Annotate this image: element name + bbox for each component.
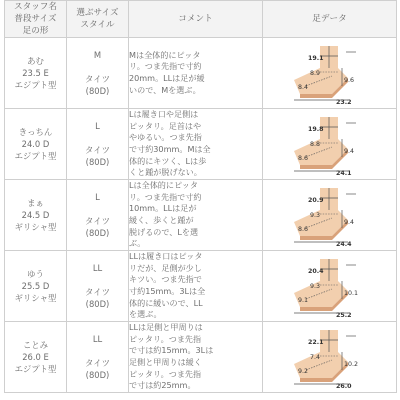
comment-line: で寸は約25mm。 [129,380,196,391]
width-value: 9.6 [343,77,354,84]
foot-data-cell [263,180,397,251]
table-row [5,180,397,251]
table-row [5,38,397,109]
comment-line: キツい。つま先指で [129,274,202,285]
width-value: 9.4 [343,219,354,226]
style-line: タイツ [85,74,110,84]
table-header-row [5,1,397,38]
table-row [5,109,397,180]
comment-line: 寸約15mm。3Lは全 [129,286,206,296]
foot-diagram [280,42,380,104]
staff-line: エジプト型 [14,364,57,374]
header-staff [5,1,67,38]
staff-cell [5,109,67,180]
header-size-line: 選ぶサイズ [76,8,119,18]
header-staff-line: スタッフ名 [14,2,57,12]
style-line: タイツ [85,358,110,368]
comment-line: Lは全体的にピッタ [129,180,198,191]
comment-line: ピッタリ。つま先指 [129,333,202,344]
foot-diagram [280,255,380,317]
ankle-value: 22.1 [307,339,324,346]
header-comment: コメント [129,1,263,38]
foot-diagram [280,326,380,388]
ankle-value: 20.4 [307,268,324,275]
instep-value: 8.6 [297,155,308,162]
ankle-value: 19.8 [307,126,324,133]
comment-line: 体的にキツく、Lは歩 [129,155,207,166]
comment-cell [129,322,263,393]
length-value: 23.2 [335,99,352,104]
instep-value: 8.6 [297,226,308,233]
size-cell [67,109,129,180]
staff-line: 24.5 D [21,210,50,220]
foot-data-cell [263,38,397,109]
staff-cell [5,251,67,322]
header-staff-line: 普段サイズ [14,14,57,24]
staff-line: 25.5 D [21,281,50,291]
style-line: (80D) [85,370,110,380]
comment-cell [129,251,263,322]
foot-data-cell [263,251,397,322]
staff-line: ギリシャ型 [14,293,57,303]
size-value: L [95,121,100,131]
instep-value: 9.2 [297,368,308,375]
comment-line: Lは履き口や足側は [129,109,199,120]
header-size-line: スタイル [80,20,115,30]
comment-line: ぶ。 [129,238,146,249]
style-line: タイツ [85,145,110,155]
foot-data-cell [263,109,397,180]
staff-line: きっちん [18,127,53,137]
length-value: 26.0 [335,383,352,388]
style-line: タイツ [85,216,110,226]
width-value: 10.1 [343,290,358,297]
table-row [5,322,397,393]
style-line: タイツ [85,287,110,297]
comment-line: Mは全体的にピッタ [129,49,201,60]
comment-cell [129,109,263,180]
arch-value: 8.9 [309,70,320,77]
staff-line: エジプト型 [14,151,57,161]
foot-diagram [280,184,380,246]
comment-line: くと踵が脱げない。 [129,167,202,178]
staff-cell [5,38,67,109]
staff-line: ゆう [27,269,44,279]
style-line: (80D) [85,86,110,96]
comment-line: で寸は約15mm。3Lは [129,345,214,356]
comment-cell [129,180,263,251]
staff-line: 23.5 E [22,68,49,78]
comment-line: LLは履き口はピッタ [129,251,203,262]
comment-line: ピッタリ。つま先指 [129,368,202,379]
comment-line: やゆるい。つま先指 [129,132,202,143]
comment-line: 緩く、歩くと踵が [129,215,194,225]
size-value: M [93,50,102,60]
arch-value: 8.8 [309,141,320,148]
arch-value: 9.3 [309,283,320,290]
staff-line: ことみ [22,340,49,350]
comment-line: 体的に緩いので、LL [129,297,203,308]
comment-line: LLは足側と甲周りは [129,322,203,333]
style-line: (80D) [85,299,110,309]
foot-data-cell [263,322,397,393]
staff-line: エジプト型 [14,80,57,90]
length-value: 24.1 [335,170,352,175]
instep-value: 8.4 [297,84,308,91]
comment-line: 20mm。LLは足が緩 [129,73,205,83]
table-row [5,251,397,322]
width-value: 9.4 [343,148,354,155]
comment-line: ピッタリ。足首はや [129,120,202,131]
ankle-value: 19.1 [307,55,324,62]
staff-line: 26.0 E [22,352,49,362]
header-size [67,1,129,38]
style-line: (80D) [85,157,110,167]
size-value: LL [92,263,103,273]
size-cell [67,251,129,322]
instep-value: 9.1 [297,297,308,304]
comment-line: リだが、足側が少し [129,262,202,273]
comment-line: いので、Mを選ぶ。 [129,84,201,95]
staff-line: あむ [27,56,44,66]
staff-line: 24.0 D [21,139,50,149]
length-value: 24.4 [335,241,352,246]
header-staff-line: 足の形 [22,26,49,36]
size-value: LL [92,334,103,344]
arch-value: 9.3 [309,212,320,219]
comment-line: 10mm。LLは足が [129,203,197,214]
comment-cell [129,38,263,109]
comment-line: で寸約30mm。Mは全 [129,144,211,154]
header-foot: 足データ [263,1,397,38]
fitting-table [4,0,397,393]
foot-diagram [280,113,380,175]
size-value: L [95,192,100,202]
size-cell [67,322,129,393]
width-value: 10.2 [343,361,358,368]
staff-cell [5,322,67,393]
comment-line: を選ぶ。 [129,309,162,320]
size-cell [67,38,129,109]
comment-line: リ。つま先指で寸約 [129,191,202,202]
style-line: (80D) [85,228,110,238]
size-cell [67,180,129,251]
comment-line: 脱げるので、Lを選 [129,226,199,237]
staff-line: まぁ [27,198,44,208]
length-value: 25.2 [335,312,352,317]
arch-value: 7.4 [309,354,320,361]
comment-line: リ。つま先指で寸約 [129,61,202,72]
ankle-value: 20.9 [307,197,324,204]
staff-line: ギリシャ型 [14,222,57,232]
comment-line: 足側と甲周りは緩く [129,357,202,367]
staff-cell [5,180,67,251]
